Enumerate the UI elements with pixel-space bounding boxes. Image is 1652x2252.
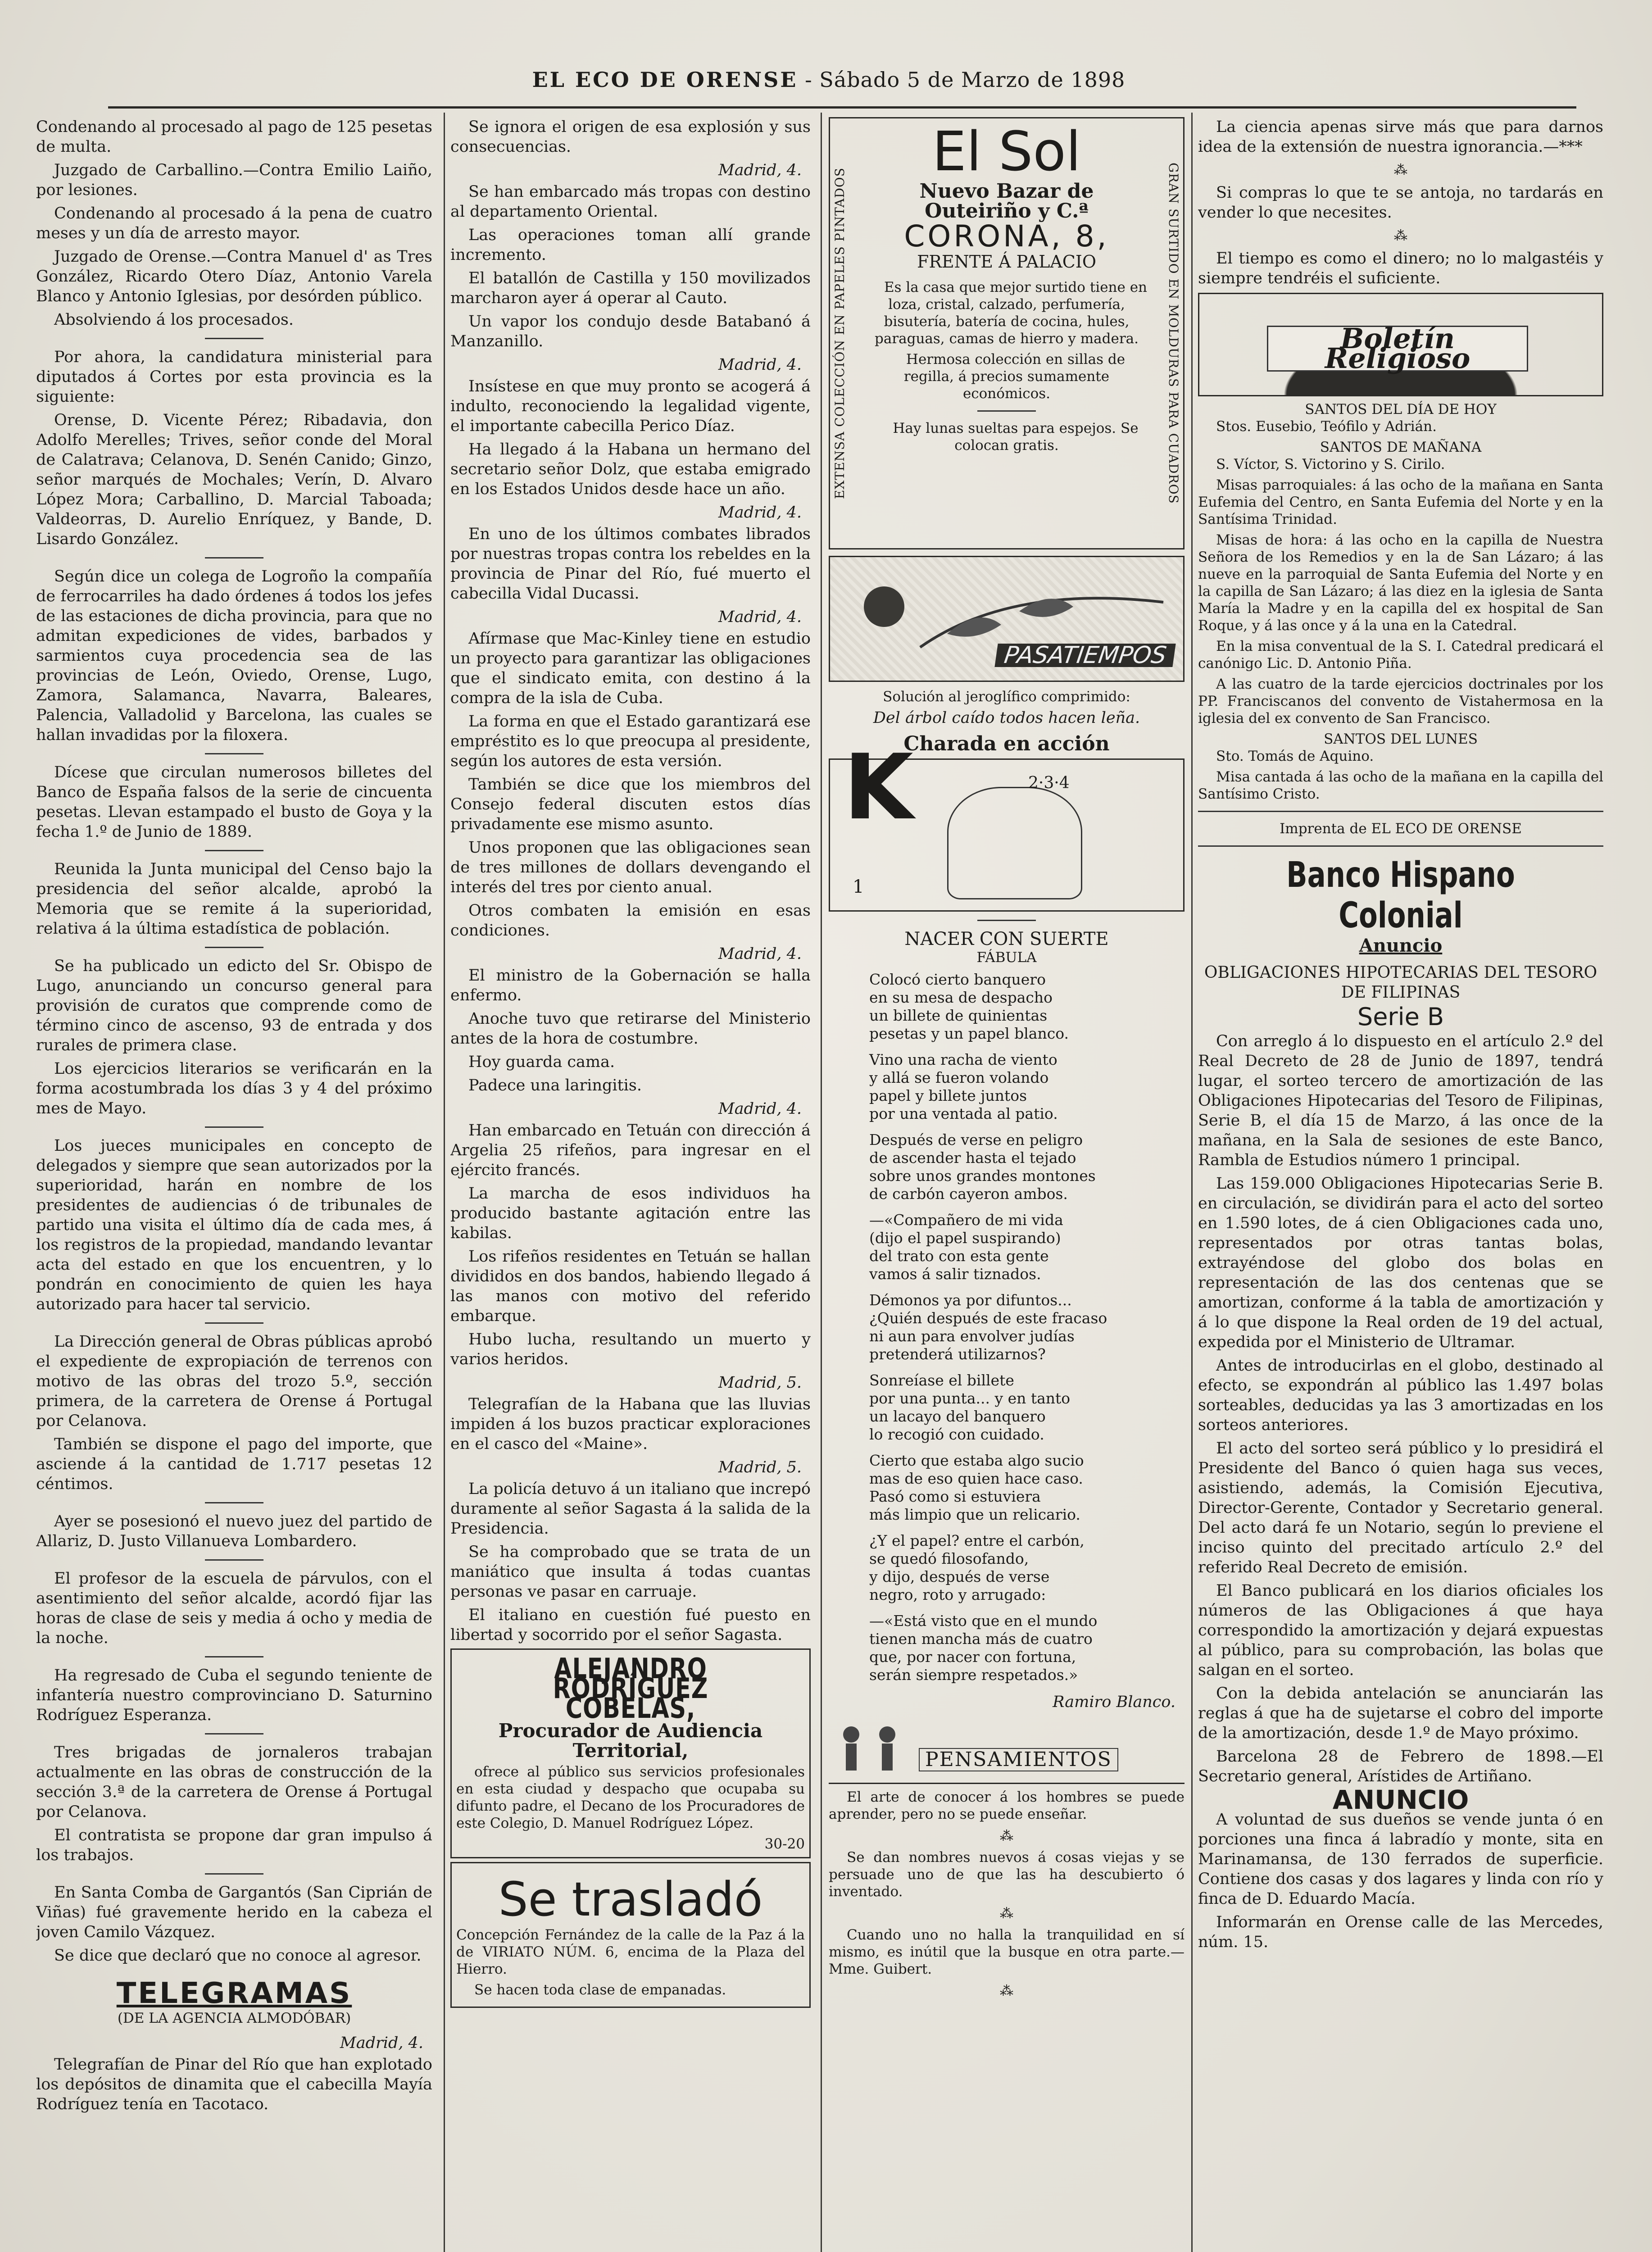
paragraph: Otros combaten la emisión en esas condiciones.: [450, 902, 811, 940]
paragraph: También se dispone el pago del importe, que asciende á la cantidad de 1.717 pesetas 12 céntimos.: [36, 1435, 432, 1493]
paragraph: Los ejercicios literarios se verificarán en la forma acostumbrada los días 3 y 4 del próximo mes de Mayo.: [36, 1060, 432, 1117]
thought: Se dan nombres nuevos á cosas viejas y se persuade uno de que las ha descubierto ó inventado.: [829, 1849, 1185, 1900]
pensamientos-label: PENSAMIENTOS: [919, 1748, 1118, 1771]
ad-procurador: [450, 1648, 811, 1858]
boletin-religioso-banner: [1198, 293, 1603, 396]
ad-number: 30-20: [764, 1836, 805, 1852]
ad-el-sol-text: Hay lunas sueltas para espejos. Se colocan gratis.: [893, 420, 1139, 454]
paragraph: Las operaciones toman allí grande incremento.: [450, 226, 811, 264]
separator: [205, 753, 263, 754]
separator: [1198, 811, 1603, 812]
agency-note: (DE LA AGENCIA ALMODÓBAR): [117, 2010, 351, 2026]
paragraph: Se ha publicado un edicto del Sr. Obispo de Lugo, anunciando un concurso general para provisión de curatos que comprende como de término cinco de ascenso, 93 de entrada y dos rurales de primera clase.: [36, 957, 432, 1054]
paragraph: También se dice que los miembros del Consejo federal discuten estos días privadamente ese mismo asunto.: [450, 776, 811, 833]
column-rule: [821, 113, 822, 2252]
separator: [1198, 845, 1603, 847]
charada-letter: K: [844, 735, 913, 840]
masthead: EL ECO DE ORENSE: [532, 68, 798, 92]
separator: [205, 557, 263, 558]
ad-procurador-text: ofrece al público sus servicios profesionales en esta ciudad y despacho que ocupaba su difunto padre, el Decano de los Procuradores de este Colegio, D. Manuel Rodríguez López.: [456, 1764, 805, 1831]
ad-el-sol-address: CORONA, 8,: [904, 219, 1109, 254]
separator: [205, 1733, 263, 1734]
paragraph: Se ignora el origen de esa explosión y sus consecuencias.: [450, 118, 811, 156]
column-3: [829, 117, 1185, 2252]
separator: [205, 1559, 263, 1561]
paragraph: Informarán en Orense calle de las Mercedes, núm. 15.: [1198, 1913, 1603, 1951]
paragraph: En uno de los últimos combates librados por nuestras tropas contra los rebeldes en la provincia de Pinar del Río, fué muerto el cabecilla Vidal Ducassi.: [450, 525, 811, 603]
poem-stanza: Colocó cierto banquero en su mesa de despacho un billete de quinientas pesetas y un papel blanco.: [869, 971, 1069, 1042]
ad-el-sol-title: El Sol: [932, 121, 1081, 183]
section-subtitle: SANTOS DEL DÍA DE HOY: [1305, 401, 1497, 418]
paragraph: Padece una laringitis.: [468, 1076, 642, 1094]
column-rule: [444, 113, 445, 2252]
separator: [977, 410, 1036, 412]
paragraph: Si compras lo que te se antoja, no tardarás en vender lo que necesites.: [1198, 184, 1603, 222]
poem-stanza: Cierto que estaba algo sucio mas de eso quien hace caso. Pasó como si estuviera más limpio que un relicario.: [869, 1452, 1084, 1523]
paragraph: Anoche tuvo que retirarse del Ministerio antes de la hora de costumbre.: [450, 1010, 811, 1048]
paragraph: Un vapor los condujo desde Batabanó á Manzanillo.: [450, 313, 811, 350]
paragraph: El ministro de la Gobernación se halla enfermo.: [450, 967, 811, 1004]
dateline: Madrid, 4.: [718, 356, 802, 374]
paragraph: El batallón de Castilla y 150 movilizados marcharon ayer á operar al Cauto.: [450, 269, 811, 307]
stars-separator: ⁂: [1000, 1828, 1013, 1844]
boletin-religioso-label: Boletín Religioso: [1267, 326, 1528, 372]
paragraph: Han embarcado en Tetuán con dirección á Argelia 25 rifeños, para ingresar en el ejército francés.: [450, 1121, 811, 1179]
fabula-poem: [829, 971, 1185, 1684]
thought: Cuando uno no halla la tranquilidad en sí mismo, es inútil que la busque en otra parte.—Mme. Guibert.: [829, 1927, 1185, 1977]
ad-el-sol-text: Hermosa colección en sillas de regilla, á precios sumamente económicos.: [903, 351, 1126, 402]
column-4: [1198, 117, 1603, 2252]
poem-stanza: Démonos ya por difuntos... ¿Quién después de este fracaso ni aun para envolver judías pretenderá utilizarnos?: [869, 1291, 1107, 1363]
paragraph: Ha regresado de Cuba el segundo teniente de infantería nuestro comprovinciano D. Saturnino Rodríguez Esperanza.: [36, 1666, 432, 1724]
ad-procurador-name: ALEJANDRO RODRÍGUEZ COBELAS,: [553, 1652, 708, 1725]
dateline: Madrid, 5.: [718, 1374, 802, 1392]
paragraph: Se dice que declaró que no conoce al agresor.: [54, 1947, 422, 1965]
ad-procurador-title: Procurador de Audiencia Territorial,: [498, 1720, 763, 1762]
poem-stanza: Vino una racha de viento y allá se fueron volando papel y billete juntos por una ventada al patio.: [869, 1051, 1058, 1122]
separator: [205, 338, 263, 339]
ad-traslado-text-2: Se hacen toda clase de empanadas.: [474, 1982, 726, 1998]
section-subtitle: SANTOS DEL LUNES: [1324, 731, 1478, 747]
charada-numbers: 2·3·4: [1028, 774, 1070, 792]
paragraph: El italiano en cuestión fué puesto en libertad y socorrido por el señor Sagasta.: [450, 1606, 811, 1644]
dateline: Madrid, 4.: [340, 2034, 423, 2052]
ad-el-sol: [829, 117, 1185, 549]
dateline: Madrid, 4.: [718, 504, 802, 522]
separator: [205, 1502, 263, 1503]
ad-el-sol-subtitle: Nuevo Bazar de Outeiriño y C.ª: [919, 180, 1094, 222]
paragraph: Con arreglo á lo dispuesto en el artículo 2.º del Real Decreto de 28 de Junio de 1897, tendrá lugar, el sorteo tercero de amortización de las Obligaciones Hipotecarias del Tesoro de Filipinas, Serie B, el día 15 de Marzo, á las once de la mañana, en la Sala de sesiones de este Banco, Rambla de Estudios número 1 principal.: [1198, 1032, 1603, 1169]
paragraph: Unos proponen que las obligaciones sean de tres millones de dollars devengando el interés del tres por ciento anual.: [450, 839, 811, 896]
paragraph: Stos. Eusebio, Teófilo y Adrián.: [1216, 418, 1437, 435]
separator: [205, 850, 263, 851]
ad-side-text-right: GRAN SURTIDO EN MOLDURAS PARA CUADROS: [1166, 163, 1181, 504]
dateline: Madrid, 4.: [718, 1100, 802, 1118]
paragraph: El profesor de la escuela de párvulos, con el asentimiento del señor alcalde, acordó fijar las horas de clase de seis y media á ocho y media de la noche.: [36, 1570, 432, 1647]
paragraph: Absolviendo á los procesados.: [54, 311, 294, 329]
fabula-label: FÁBULA: [976, 949, 1037, 966]
paragraph: Telegrafían de la Habana que las lluvias impiden á los buzos practicar exploraciones en el casco del «Maine».: [450, 1395, 811, 1453]
paragraph: Juzgado de Orense.—Contra Manuel d' as Tres González, Ricardo Otero Díaz, Antonio Varela Blanco y Antonio Iglesias, por desórden público.: [36, 248, 432, 305]
paragraph: Se ha comprobado que se trata de un maniático que insulta á todas cuantas personas ve pasar en carruaje.: [450, 1543, 811, 1601]
paragraph: Insístese en que muy pronto se acogerá á indulto, reconociendo la legalidad vigente, el importante cabecilla Perico Díaz.: [450, 377, 811, 435]
dateline: Madrid, 5.: [718, 1458, 802, 1476]
thought: El arte de conocer á los hombres se puede aprender, pero no se puede enseñar.: [829, 1789, 1185, 1822]
paragraph: Dícese que circulan numerosos billetes del Banco de España falsos de la serie de cincuenta pesetas. Llevan estampado el busto de Goya y la fecha 1.º de Junio de 1889.: [36, 763, 432, 841]
poem-stanza: —«Compañero de mi vida (dijo el papel suspirando) del trato con esta gente vamos á salir tiznados.: [869, 1211, 1063, 1283]
poem-stanza: Sonreíase el billete por una punta... y en tanto un lacayo del banquero lo recogió con cuidado.: [869, 1371, 1071, 1443]
solution-text: Del árbol caído todos hacen leña.: [873, 709, 1140, 727]
paragraph: Ayer se posesionó el nuevo juez del partido de Allariz, D. Justo Villanueva Lombardero.: [36, 1512, 432, 1550]
page-header: [108, 68, 1549, 104]
paragraph: Hoy guarda cama.: [468, 1053, 615, 1071]
paragraph: Telegrafían de Pinar del Río que han explotado los depósitos de dinamita que el cabecilla Mayía Rodríguez tenía en Tacotaco.: [36, 2056, 432, 2113]
ad-el-sol-frente: FRENTE Á PALACIO: [917, 252, 1097, 272]
dateline: Madrid, 4.: [718, 608, 802, 626]
banco-title: Banco Hispano Colonial: [1286, 855, 1515, 936]
paragraph: El acto del sorteo será público y lo presidirá el Presidente del Banco ó quien haga sus veces, asistiendo, además, la Comisión Ejecutiva, Director-Gerente, Contador y Secretario general. Del acto dará fe un Notario, según lo previene el inciso quinto del precitado artículo 2.º del referido Real Decreto de emisión.: [1198, 1439, 1603, 1576]
paragraph: A voluntad de sus dueños se vende junta ó en porciones una finca á labradío y monte, sita en Marinamansa, de 130 ferrados de superficie. Contiene dos casas y dos lagares y linda con río y finca de D. Eduardo Macía.: [1198, 1811, 1603, 1908]
paragraph: Tres brigadas de jornaleros trabajan actualmente en las obras de construcción de la sección 3.ª de la carretera de Orense á Portugal por Celanova.: [36, 1743, 432, 1821]
separator: [205, 1126, 263, 1128]
fabula-title: NACER CON SUERTE: [904, 929, 1109, 949]
banco-anuncio-label: Anuncio: [1359, 935, 1443, 956]
column-1: [36, 117, 432, 2252]
paragraph: Condenando al procesado al pago de 125 pesetas de multa.: [36, 118, 432, 156]
imprenta-line: Imprenta de EL ECO DE ORENSE: [1280, 821, 1522, 837]
pasatiempos-label: PASATIEMPOS: [994, 644, 1176, 667]
separator: [205, 947, 263, 948]
paragraph: Con la debida antelación se anunciarán las reglas á que ha de sujetarse el cobro del importe de la amortización, desde 1.º de Mayo próximo.: [1198, 1684, 1603, 1742]
figures-illustration: [833, 1716, 914, 1780]
ad-el-sol-text: Es la casa que mejor surtido tiene en loza, cristal, calzado, perfumería, bisutería, batería de cocina, hules, paraguas, camas de hierro y madera.: [874, 279, 1148, 347]
charada-title: Charada en acción: [903, 732, 1110, 755]
anuncio-title: ANUNCIO: [1332, 1784, 1469, 1815]
paragraph: Barcelona 28 de Febrero de 1898.—El Secretario general, Arístides de Artiñano.: [1198, 1748, 1603, 1785]
paragraph: Los jueces municipales en concepto de delegados y siempre que sean autorizados por la superioridad, harán en nombre de los presidentes de audiencias ó de tribunales de partido una visita el último día de cada mes, á los registros de la propiedad, mandando levantar acta del estado en que los encuentren, y lo pondrán en conocimiento de quien les haya autorizado para hacer tal servicio.: [36, 1137, 432, 1313]
paragraph: Orense, D. Vicente Pérez; Ribadavia, don Adolfo Merelles; Trives, señor conde del Moral de Calatrava; Celanova, D. Senén Canido; Ginzo, señor marqués de Mochales; Verín, D. Alvaro López Mora; Carballino, D. Marcial Taboada; Valdeorras, D. Aurelio Enríquez, y Bande, D. Lisardo González.: [36, 411, 432, 548]
paragraph: Las 159.000 Obligaciones Hipotecarias Serie B. en circulación, se dividirán para el acto del sorteo en 1.590 lotes, de á cien Obligaciones cada uno, representados por otras tantas bolas, extrayéndose del globo dos bolas en representación de las dos centenas que se amortizan, conforme á la tabla de amortización y á lo que dispone la Real orden de 19 del actual, expedida por el Ministerio de Ultramar.: [1198, 1175, 1603, 1351]
paragraph: A las cuatro de la tarde ejercicios doctrinales por los PP. Franciscanos del convento de Vistahermosa en la iglesia del ex convento de San Francisco.: [1198, 676, 1603, 726]
paragraph: El tiempo es como el dinero; no lo malgastéis y siempre tendréis el suficiente.: [1198, 250, 1603, 287]
stars-separator: ⁂: [1394, 162, 1407, 178]
paragraph: Se han embarcado más tropas con destino al departamento Oriental.: [450, 183, 811, 221]
paragraph: El Banco publicará en los diarios oficiales los números de las Obligaciones á que haya correspondido la amortización y dejará expuestas al público, para su comprobación, las bolas que salgan en el sorteo.: [1198, 1582, 1603, 1679]
ad-traslado-text: Concepción Fernández de la calle de la Paz á la de VIRIATO NÚM. 6, encima de la Plaza del Hierro.: [456, 1927, 805, 1977]
separator: [205, 1873, 263, 1875]
paragraph: El contratista se propone dar gran impulso á los trabajos.: [36, 1826, 432, 1864]
obligaciones-title: OBLIGACIONES HIPOTECARIAS DEL TESORO DE FILIPINAS: [1204, 963, 1598, 1002]
charada-number-one: 1: [853, 876, 864, 897]
dateline: Madrid, 4.: [718, 945, 802, 963]
paragraph: Antes de introducirlas en el globo, destinado al efecto, se expondrán al público las 1.497 bolas sorteables, deducidas ya las 3 amortizadas en los sorteos anteriores.: [1198, 1357, 1603, 1434]
separator: [205, 1656, 263, 1657]
paragraph: Ha llegado á la Habana un hermano del secretario señor Dolz, que estaba emigrado en los Estados Unidos desde hace un año.: [450, 440, 811, 498]
stars-separator: ⁂: [1394, 228, 1407, 244]
poem-author: Ramiro Blanco.: [1053, 1693, 1175, 1711]
pasatiempos-banner: [829, 556, 1185, 682]
section-subtitle: SANTOS DE MAÑANA: [1320, 439, 1482, 455]
separator: [977, 920, 1036, 921]
dateline: Madrid, 4.: [718, 161, 802, 179]
paragraph: Misas parroquiales: á las ocho de la mañana en Santa Eufemia del Centro, en Santa Eufemia del Norte y en la Santísima Trinidad.: [1198, 477, 1603, 527]
ad-traslado-title: Se trasladó: [498, 1872, 763, 1927]
paragraph: La forma en que el Estado garantizará ese empréstito es lo que preocupa al presidente, según los autores de esta versión.: [450, 713, 811, 770]
paragraph: La ciencia apenas sirve más que para darnos idea de la extensión de nuestra ignorancia.—***: [1198, 118, 1603, 156]
ad-traslado: [450, 1862, 811, 2008]
paragraph: Sto. Tomás de Aquino.: [1216, 748, 1374, 764]
column-2: [450, 117, 811, 2252]
solution-label: Solución al jeroglífico comprimido:: [883, 689, 1130, 705]
paragraph: Afírmase que Mac-Kinley tiene en estudio un proyecto para garantizar las obligaciones que el sindicato emita, con destino á la compra de la isla de Cuba.: [450, 630, 811, 707]
paragraph: La Dirección general de Obras públicas aprobó el expediente de expropiación de terrenos con motivo de las obras del trozo 5.º, sección primera, de la carretera de Orense á Portugal por Celanova.: [36, 1333, 432, 1430]
serie-title: Serie B: [1357, 1003, 1444, 1031]
paragraph: Misa cantada á las ocho de la mañana en la capilla del Santísimo Cristo.: [1198, 769, 1603, 802]
header-rule: [108, 106, 1576, 109]
paragraph: En la misa conventual de la S. I. Catedral predicará el canónigo Lic. D. Antonio Piña.: [1198, 638, 1603, 672]
ad-side-text-left: EXTENSA COLECCIÓN EN PAPELES PINTADOS: [832, 167, 847, 499]
paragraph: Por ahora, la candidatura ministerial para diputados á Cortes por esta provincia es la siguiente:: [36, 348, 432, 406]
poem-stanza: Después de verse en peligro de ascender hasta el tejado sobre unos grandes montones de carbón cayeron ambos.: [869, 1131, 1096, 1203]
paragraph: Condenando al procesado á la pena de cuatro meses y un día de arresto mayor.: [36, 204, 432, 242]
separator: [205, 1322, 263, 1324]
paragraph: En Santa Comba de Gargantós (San Ciprián de Viñas) fué gravemente herido en la cabeza el joven Camilo Vázquez.: [36, 1884, 432, 1941]
paragraph: Según dice un colega de Logroño la compañía de ferrocarriles ha dado órdenes á todos los jefes de las estaciones de dicha provincia, para que no admitan expediciones de vides, barbados y sarmientos cuya procedencia sea de las provincias de León, Oviedo, Orense, Lugo, Zamora, Salamanca, Navarra, Baleares, Palencia, Valladolid y Barcelona, las cuales se hallan invadidas por la filoxera.: [36, 568, 432, 744]
pensamientos-banner: [829, 1716, 1185, 1784]
figure-illustration: [947, 787, 1082, 899]
header-date: - Sábado 5 de Marzo de 1898: [805, 68, 1126, 92]
paragraph: Los rifeños residentes en Tetuán se hallan divididos en dos bandos, habiendo llegado á las manos con motivo del referido embarque.: [450, 1248, 811, 1325]
paragraph: Reunida la Junta municipal del Censo bajo la presidencia del señor alcalde, aprobó la Memoria que se remite á la superioridad, relativa á la última estadística de población.: [36, 860, 432, 938]
paragraph: S. Víctor, S. Victorino y S. Cirilo.: [1216, 456, 1445, 472]
column-rule: [1191, 113, 1193, 2252]
paragraph: Hubo lucha, resultando un muerto y varios heridos.: [450, 1330, 811, 1368]
poem-stanza: ¿Y el papel? entre el carbón, se quedó filosofando, y dijo, después de verse negro, roto y arrugado:: [869, 1532, 1085, 1603]
paragraph: La marcha de esos individuos ha producido bastante agitación entre las kabilas.: [450, 1185, 811, 1242]
stars-separator: ⁂: [1000, 1906, 1013, 1921]
paragraph: Juzgado de Carballino.—Contra Emilio Laiño, por lesiones.: [36, 161, 432, 199]
paragraph: Misas de hora: á las ocho en la capilla de Nuestra Señora de los Remedios y en la de San Lázaro; á las nueve en la parroquial de Santa Eufemia del Norte y en la capilla de San Lázaro; á las diez en la iglesia de Santa María la Madre y en la capilla del ex hospital de San Roque, y á las once y á la una en la Catedral.: [1198, 532, 1603, 634]
section-title-telegramas: TELEGRAMAS: [116, 1977, 352, 2010]
stars-separator: ⁂: [1000, 1983, 1013, 1999]
poem-stanza: —«Está visto que en el mundo tienen mancha más de cuatro que, por nacer con fortuna, serán siempre respetados.»: [869, 1612, 1098, 1684]
paragraph: La policía detuvo á un italiano que increpó duramente al señor Sagasta á la salida de la Presidencia.: [450, 1480, 811, 1538]
